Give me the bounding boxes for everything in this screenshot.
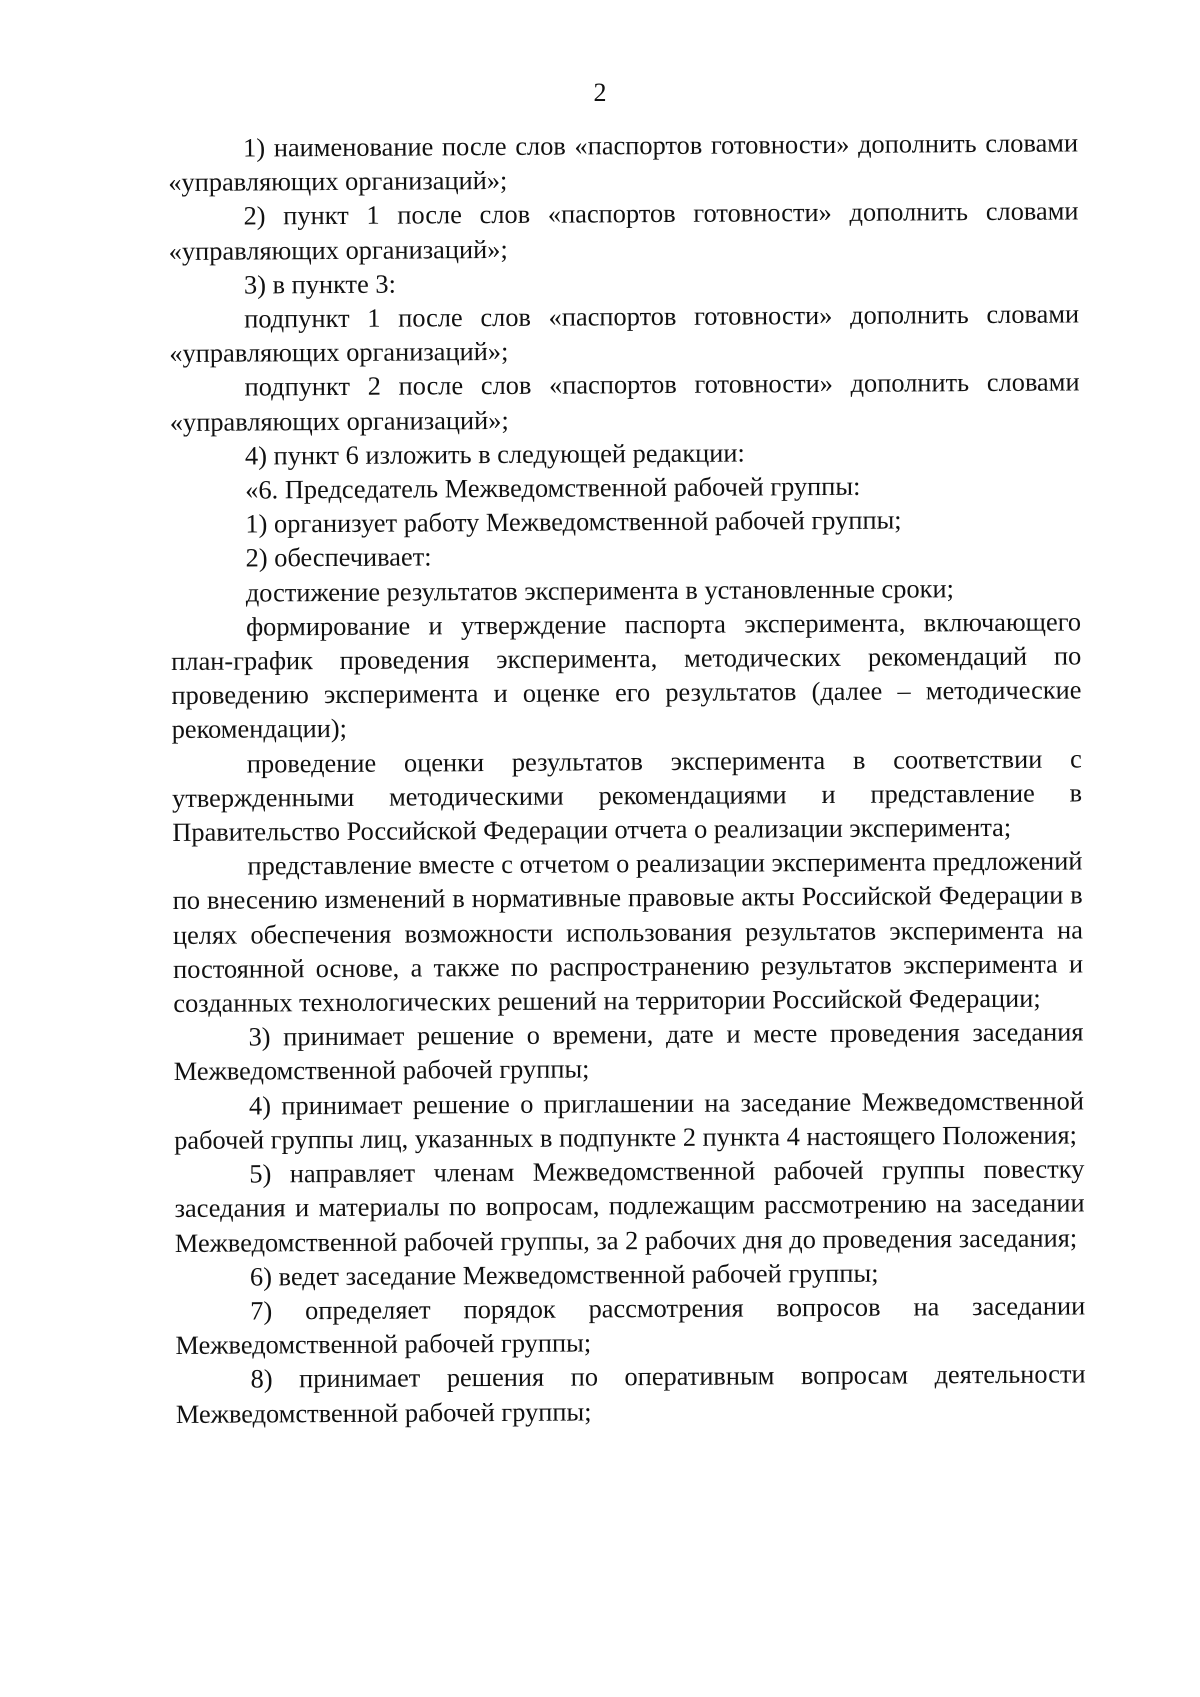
- subitem-1: подпункт 1 после слов «паспортов готовности» дополнить словами «управляющих организаций»;: [169, 298, 1080, 369]
- amendment-item-4: 4) пункт 6 изложить в следующей редакции:: [244, 437, 745, 471]
- chairman-duty-3: 3) принимает решение о времени, дате и месте проведения заседания Межведомственной рабочей группы;: [173, 1016, 1084, 1087]
- amendment-item-2: 2) пункт 1 после слов «паспортов готовности» дополнить словами «управляющих организаций»;: [168, 195, 1079, 266]
- clause-6-heading: «6. Председатель Межведомственной рабочей группы:: [245, 470, 861, 505]
- page-number: 2: [593, 78, 607, 107]
- duty-2-bullet-2: формирование и утверждение паспорта эксперимента, включающего план-график проведения эксперимента, методических рекомендаций по проведению эксперимента и оценке его результатов (далее – методические рекомендации);: [171, 606, 1082, 745]
- duty-2-bullet-1: достижение результатов эксперимента в установленные сроки;: [245, 572, 954, 608]
- chairman-duty-2: 2) обеспечивает:: [245, 541, 432, 573]
- chairman-duty-1: 1) организует работу Межведомственной рабочей группы;: [245, 504, 902, 539]
- chairman-duty-6: 6) ведет заседание Межведомственной рабочей группы;: [249, 1257, 879, 1292]
- amendment-item-1: 1) наименование после слов «паспортов готовности» дополнить словами «управляющих организаций»;: [168, 127, 1079, 198]
- document-body: [168, 125, 1086, 1430]
- amendment-item-3: 3) в пункте 3:: [243, 268, 396, 300]
- chairman-duty-4: 4) принимает решение о приглашении на заседание Межведомственной рабочей группы лиц, указанных в подпункте 2 пункта 4 настоящего Положения;: [174, 1085, 1085, 1155]
- duty-2-bullet-3: проведение оценки результатов эксперимента в соответствии с утвержденными методическими рекомендациями и представление в Правительство Российской Федерации отчета о реализации эксперимента;: [171, 743, 1083, 848]
- subitem-2: подпункт 2 после слов «паспортов готовности» дополнить словами «управляющих организаций»;: [169, 366, 1080, 437]
- chairman-duty-7: 7) определяет порядок рассмотрения вопросов на заседании Межведомственной рабочей группы;: [175, 1290, 1086, 1361]
- chairman-duty-5: 5) направляет членам Межведомственной рабочей группы повестку заседания и материалы по вопросам, подлежащим рассмотрению на заседании Межведомственной рабочей группы, за 2 рабочих дня до проведения заседания;: [174, 1153, 1085, 1258]
- duty-2-bullet-4: представление вместе с отчетом о реализации эксперимента предложений по внесению изменений в нормативные правовые акты Российской Федерации в целях обеспечения возможности использования результатов эксперимента на постоянной основе, а также по распространению результатов эксперимента и созданных технологических решений на территории Российской Федерации;: [172, 845, 1084, 1019]
- chairman-duty-8: 8) принимает решения по оперативным вопросам деятельности Межведомственной рабочей группы;: [175, 1358, 1086, 1429]
